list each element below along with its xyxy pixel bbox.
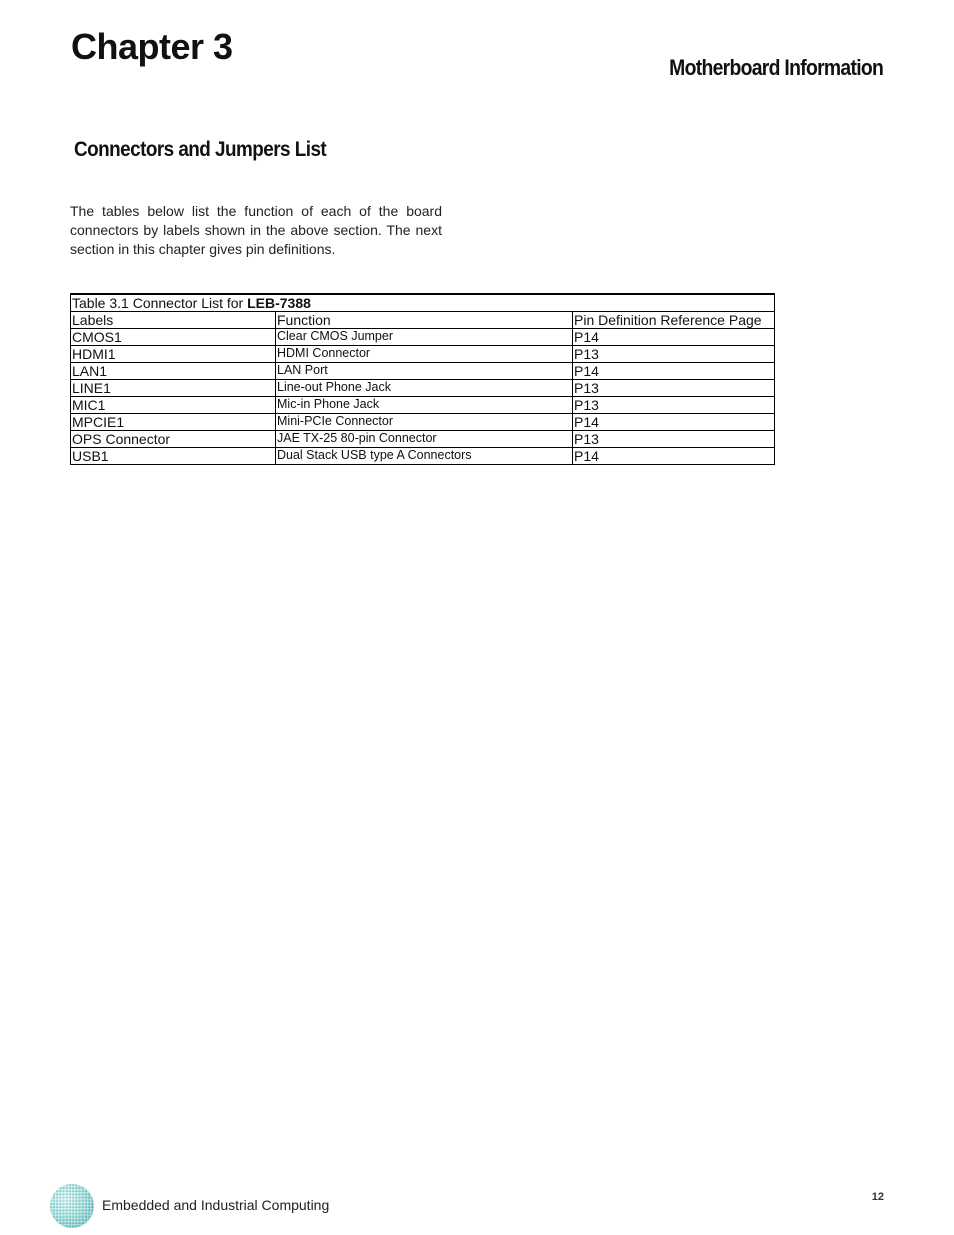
page-cell: P13 bbox=[573, 380, 775, 397]
table-row bbox=[71, 380, 775, 397]
footer-tagline: Embedded and Industrial Computing bbox=[102, 1197, 330, 1213]
section-title: Motherboard Information bbox=[669, 55, 883, 80]
page-cell: P14 bbox=[573, 414, 775, 431]
table-caption-model: LEB-7388 bbox=[247, 295, 311, 311]
label-cell: OPS Connector bbox=[71, 431, 276, 448]
table-caption-prefix: Table 3.1 Connector List for bbox=[72, 295, 248, 311]
function-cell: LAN Port bbox=[276, 363, 573, 380]
page-cell: P14 bbox=[573, 448, 775, 465]
label-cell: MIC1 bbox=[71, 397, 276, 414]
subsection-heading: Connectors and Jumpers List bbox=[74, 138, 327, 161]
table-caption-row bbox=[71, 294, 775, 312]
function-cell: Line-out Phone Jack bbox=[276, 380, 573, 397]
globe-logo-icon bbox=[49, 1183, 95, 1229]
table-row bbox=[71, 414, 775, 431]
column-header-labels: Labels bbox=[71, 312, 276, 329]
column-header-function: Function bbox=[276, 312, 573, 329]
table-row bbox=[71, 431, 775, 448]
chapter-title: Chapter 3 bbox=[71, 26, 233, 67]
table-caption bbox=[71, 294, 775, 312]
table-row bbox=[71, 448, 775, 465]
function-cell: Mini-PCIe Connector bbox=[276, 414, 573, 431]
function-cell: Mic-in Phone Jack bbox=[276, 397, 573, 414]
connector-table bbox=[70, 293, 775, 465]
page-cell: P13 bbox=[573, 346, 775, 363]
table-row bbox=[71, 329, 775, 346]
page-cell: P14 bbox=[573, 363, 775, 380]
label-cell: MPCIE1 bbox=[71, 414, 276, 431]
table-header-row bbox=[71, 312, 775, 329]
function-cell: Dual Stack USB type A Connectors bbox=[276, 448, 573, 465]
function-cell: Clear CMOS Jumper bbox=[276, 329, 573, 346]
label-cell: HDMI1 bbox=[71, 346, 276, 363]
label-cell: CMOS1 bbox=[71, 329, 276, 346]
intro-paragraph: The tables below list the function of each of the board connectors by labels shown in the above section. The next section in this chapter gives pin definitions. bbox=[70, 203, 442, 257]
page-cell: P14 bbox=[573, 329, 775, 346]
table-row bbox=[71, 363, 775, 380]
table-row bbox=[71, 346, 775, 363]
label-cell: USB1 bbox=[71, 448, 276, 465]
function-cell: HDMI Connector bbox=[276, 346, 573, 363]
label-cell: LAN1 bbox=[71, 363, 276, 380]
page-number: 12 bbox=[871, 1191, 884, 1203]
column-header-pin-page: Pin Definition Reference Page bbox=[573, 312, 775, 329]
page-cell: P13 bbox=[573, 397, 775, 414]
page-cell: P13 bbox=[573, 431, 775, 448]
table-row bbox=[71, 397, 775, 414]
label-cell: LINE1 bbox=[71, 380, 276, 397]
function-cell: JAE TX-25 80-pin Connector bbox=[276, 431, 573, 448]
